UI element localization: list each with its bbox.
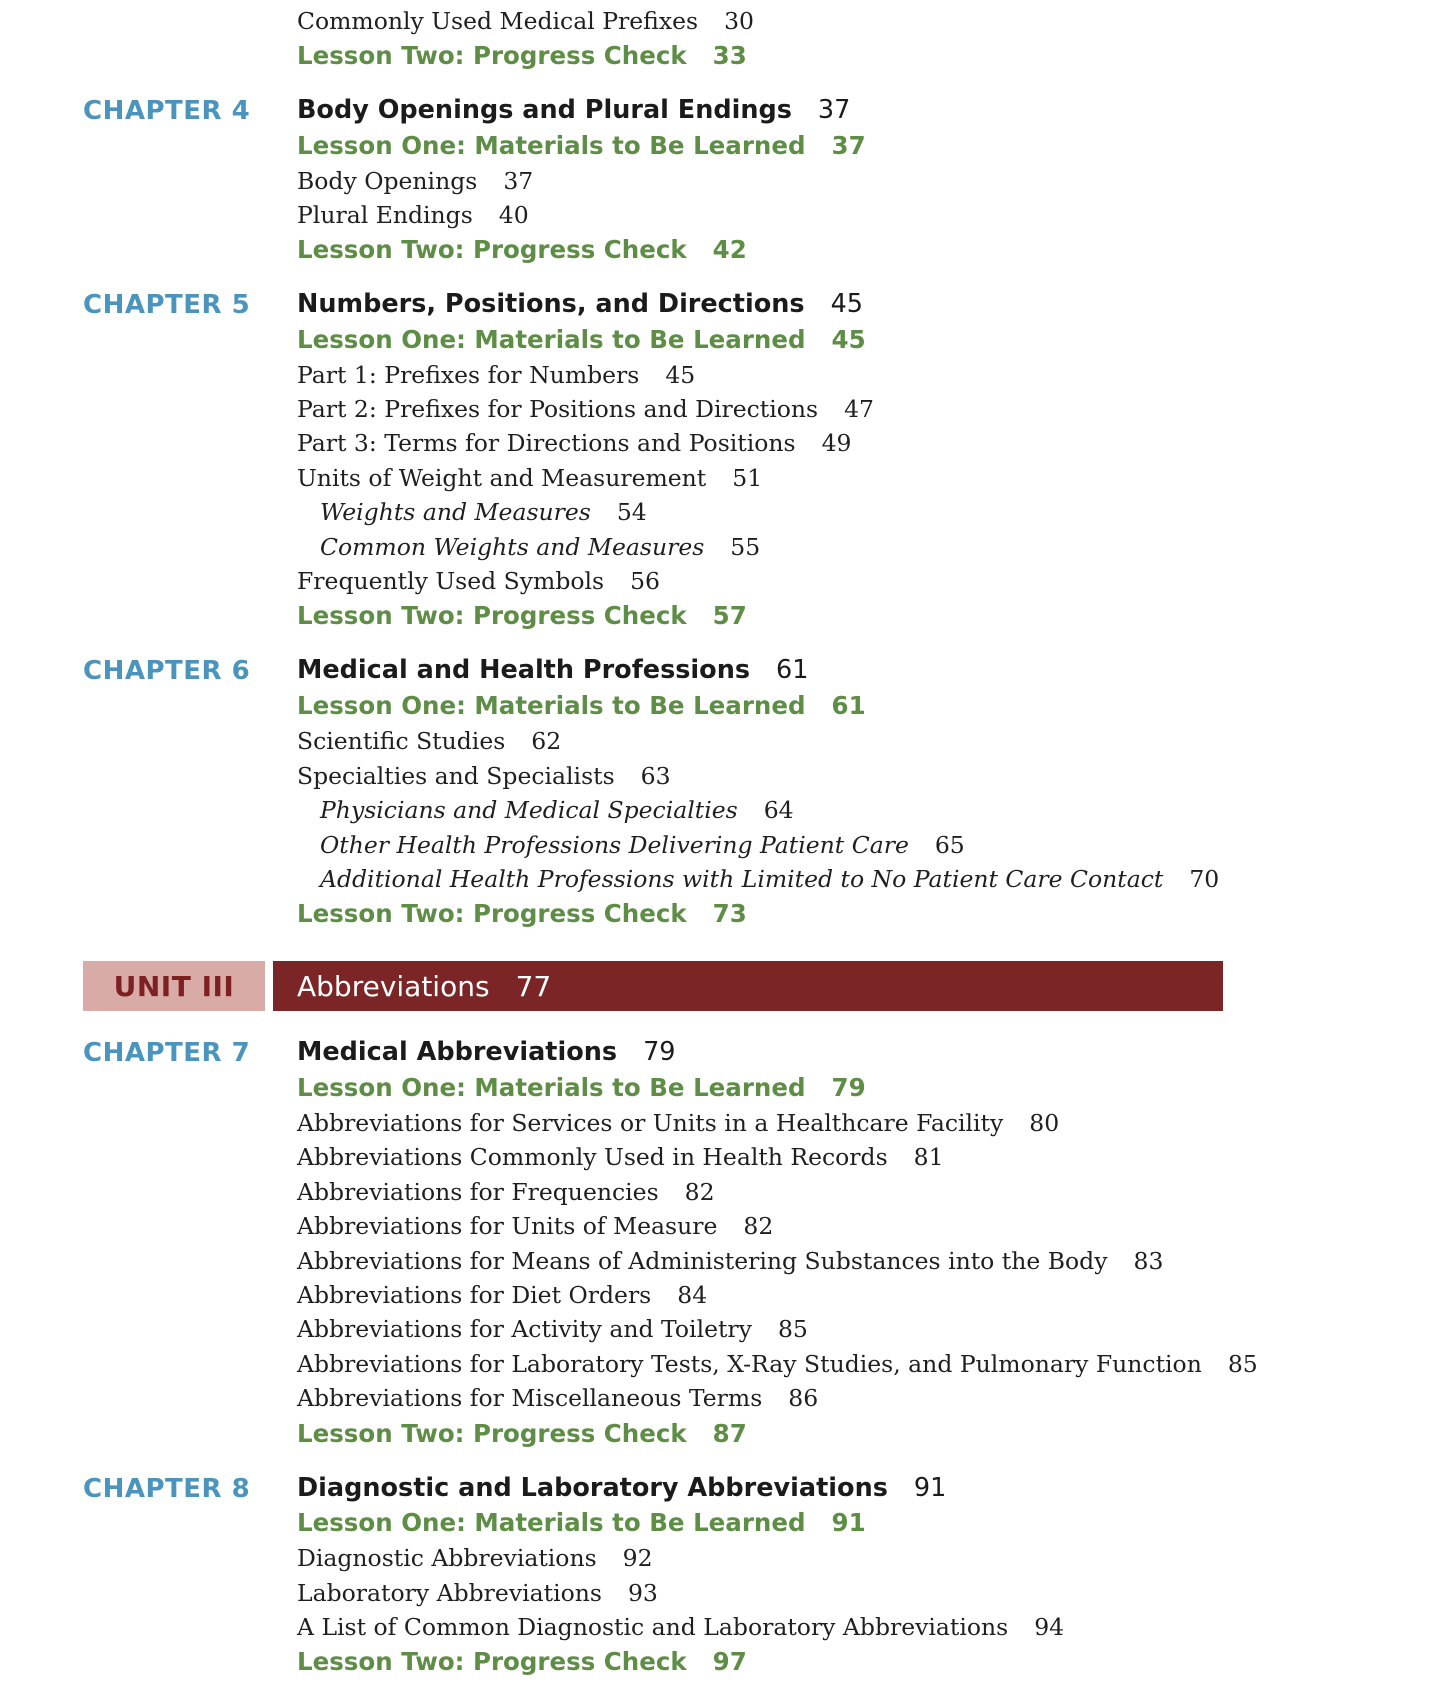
chapter-8-label: CHAPTER 8 xyxy=(83,1474,251,1504)
toc-subentry: Weights and Measures 54 xyxy=(320,498,647,526)
toc-subentry: Common Weights and Measures 55 xyxy=(320,533,761,561)
toc-entry: A List of Common Diagnostic and Laboratory Abbreviations 94 xyxy=(297,1613,1065,1641)
unit-3-banner xyxy=(273,961,1223,1011)
chapter-6-title: Medical and Health Professions 61 xyxy=(297,655,809,685)
lesson-two-heading: Lesson Two: Progress Check 87 xyxy=(297,1419,747,1448)
lesson-one-heading: Lesson One: Materials to Be Learned 79 xyxy=(297,1073,866,1102)
lesson-two-heading: Lesson Two: Progress Check 73 xyxy=(297,899,747,928)
toc-entry: Part 1: Prefixes for Numbers 45 xyxy=(297,361,696,389)
toc-entry: Commonly Used Medical Prefixes 30 xyxy=(297,7,754,35)
toc-subentry: Other Health Professions Delivering Patient Care 65 xyxy=(320,831,965,859)
lesson-two-heading: Lesson Two: Progress Check 33 xyxy=(297,41,747,70)
chapter-4-label: CHAPTER 4 xyxy=(83,96,251,126)
toc-entry: Frequently Used Symbols 56 xyxy=(297,567,660,595)
chapter-6-label: CHAPTER 6 xyxy=(83,656,251,686)
toc-entry: Plural Endings 40 xyxy=(297,201,529,229)
toc-entry: Abbreviations for Laboratory Tests, X-Ray Studies, and Pulmonary Function 85 xyxy=(297,1350,1258,1378)
lesson-two-heading: Lesson Two: Progress Check 57 xyxy=(297,601,747,630)
chapter-4-title: Body Openings and Plural Endings 37 xyxy=(297,95,851,125)
chapter-7-title: Medical Abbreviations 79 xyxy=(297,1037,676,1067)
toc-entry: Specialties and Specialists 63 xyxy=(297,762,671,790)
unit-3-title: Abbreviations 77 xyxy=(297,969,552,1003)
lesson-one-heading: Lesson One: Materials to Be Learned 61 xyxy=(297,691,866,720)
chapter-7-label: CHAPTER 7 xyxy=(83,1038,251,1068)
toc-entry: Scientific Studies 62 xyxy=(297,727,562,755)
toc-entry: Abbreviations for Miscellaneous Terms 86 xyxy=(297,1384,819,1412)
toc-entry: Units of Weight and Measurement 51 xyxy=(297,464,763,492)
chapter-8-title: Diagnostic and Laboratory Abbreviations 91 xyxy=(297,1473,947,1503)
toc-entry: Abbreviations for Activity and Toiletry 85 xyxy=(297,1315,808,1343)
toc-entry: Abbreviations Commonly Used in Health Records 81 xyxy=(297,1143,944,1171)
toc-entry: Laboratory Abbreviations 93 xyxy=(297,1579,658,1607)
toc-entry: Body Openings 37 xyxy=(297,167,534,195)
toc-entry: Part 3: Terms for Directions and Positions 49 xyxy=(297,429,852,457)
toc-subentry: Additional Health Professions with Limited to No Patient Care Contact 70 xyxy=(320,865,1220,893)
lesson-two-heading: Lesson Two: Progress Check 42 xyxy=(297,235,747,264)
toc-entry: Abbreviations for Units of Measure 82 xyxy=(297,1212,774,1240)
chapter-5-title: Numbers, Positions, and Directions 45 xyxy=(297,289,864,319)
toc-subentry: Physicians and Medical Specialties 64 xyxy=(320,796,794,824)
toc-entry: Diagnostic Abbreviations 92 xyxy=(297,1544,653,1572)
lesson-two-heading: Lesson Two: Progress Check 97 xyxy=(297,1647,747,1676)
toc-entry: Abbreviations for Frequencies 82 xyxy=(297,1178,715,1206)
unit-3-label: UNIT III xyxy=(83,961,265,1011)
lesson-one-heading: Lesson One: Materials to Be Learned 91 xyxy=(297,1508,866,1537)
toc-entry: Abbreviations for Diet Orders 84 xyxy=(297,1281,708,1309)
lesson-one-heading: Lesson One: Materials to Be Learned 45 xyxy=(297,325,866,354)
toc-entry: Part 2: Prefixes for Positions and Directions 47 xyxy=(297,395,875,423)
chapter-5-label: CHAPTER 5 xyxy=(83,290,251,320)
lesson-one-heading: Lesson One: Materials to Be Learned 37 xyxy=(297,131,866,160)
toc-entry: Abbreviations for Services or Units in a Healthcare Facility 80 xyxy=(297,1109,1060,1137)
toc-entry: Abbreviations for Means of Administering Substances into the Body 83 xyxy=(297,1247,1164,1275)
